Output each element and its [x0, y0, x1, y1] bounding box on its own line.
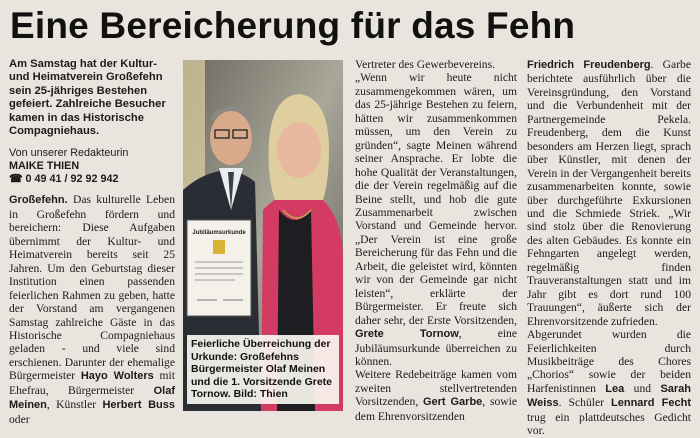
col2-para-3 [355, 368, 517, 423]
byline [9, 147, 175, 173]
column-1 [9, 58, 175, 426]
name-friedrich-freudenberg: Friedrich Freudenberg [527, 59, 651, 71]
article-photo [183, 60, 343, 411]
author-name: MAIKE THIEN [9, 160, 80, 173]
certificate-title: Jubiläumsurkunde [192, 230, 246, 236]
col3-para-2 [527, 328, 691, 438]
col2-text-2: „Wenn wir heute nicht zusammengekommen wären, um das 25-jährige Bestehen zu feiern, hätten wir zusammenkommen müssen, um den Verein zu gründen“, sagte Meinen während seiner Ansprache. Er lobte die hohe Qualität der Veranstaltungen, die der Verein regelmäßig auf die Beine stellt, und hob die gute Zusammenarbeit zwischen Vorstand und Gemeinde hervor. „Der Verein ist eine große Bereicherung für das Fehn und die Arbeit, die geleistet wird, könnten wir von der Gemeinde gar nicht leisten“, erklärte der Bürgermeister. Er freute sich daher sehr, der Erste Vorsitzenden, [355, 71, 517, 327]
dateline: Großefehn. [9, 194, 68, 207]
photo-credit: Bild: Thien [233, 388, 288, 401]
name-gert-garbe: Gert Garbe [422, 396, 483, 409]
col3-text-2: Abgerundet wurden die Feierlichkeiten durch Musikbeiträge des Chores „Chorios“ sowie der beiden Harfenistinnen [527, 328, 691, 395]
name-hayo-wolters: Hayo Wolters [80, 370, 154, 383]
col1-text: Das kulturelle Leben in Großefehn fördern und bereichern: Diese Aufgaben übernimmt der Kultur- und Heimatverein bereits seit 25 Jahren. Um den Geburtstag dieser Institution einen passenden feierlichen Rahmen zu geben, hatte der Vorstand am vergangenen Samstag zahlreiche Gäste in das Historische Compagniehaus geladen - und viele sind erschienen. Darunter der ehemalige Bürgermeister [9, 193, 175, 383]
col3-text-1: . Garbe berichtete ausführlich über die Vereinsgründung, den Vorstand und die Verbundenheit mit der Partnergemeinde Pekela. Freudenberg, dem die Kunst besonders am Herzen liegt, sprach über Künstler, mit denen der Verein in der Vergangenheit bereits zusammenarbeiten konnte, sowie über durchgeführte Exkursionen und die Schmiede Striek. „Wir sind stolz über die Renovierung des alten Gebäudes. Es konnte ein Fehngarten angelegt werden, regelmäßig finden Trauveranstaltungen statt und im Jahr gibt es dort rund 100 Trauungen“, äußerte sich der Ehrenvorsitzende zufrieden. [527, 58, 692, 328]
name-herbert-buss: Herbert Buss [102, 399, 176, 412]
name-sarah-weiss: Sarah Weiss [527, 382, 692, 410]
headline: Eine Bereicherung für das Fehn [10, 5, 576, 46]
col1-text-4: oder [9, 412, 30, 426]
col2-text-2b: , eine Jubiläumsurkunde überreichen zu können. [355, 327, 517, 368]
name-lennard-fecht: Lennard Fecht [611, 397, 691, 410]
phone-number: ☎ 0 49 41 / 92 92 942 [9, 173, 119, 186]
col2-text-3b: , sowie dem Ehrenvorsitzenden [355, 395, 517, 423]
lead-paragraph: Am Samstag hat der Kultur- und Heimatverein Großefehn sein 25-jähriges Bestehen gefeiert. Zahlreiche Besucher kamen in das Historische Compagniehaus. [9, 58, 166, 138]
col3-text-2c: . Schüler [558, 396, 612, 410]
col3-text-2b: und [624, 381, 661, 395]
col3-para-1 [527, 58, 691, 328]
byline-prefix: Von unserer Redakteurin [9, 147, 129, 160]
col2-text-3: Weitere Redebeiträge kamen vom zweiten stellvertretenden Vorsitzenden, [355, 368, 517, 409]
column-2 [355, 58, 517, 423]
col2-para-2 [355, 71, 517, 368]
column-3 [527, 58, 691, 438]
name-olaf-meinen: Olaf Meinen [9, 384, 175, 412]
col3-text-2d: trug ein plattdeutsches Gedicht vor. [527, 410, 691, 438]
name-lea: Lea [605, 382, 625, 395]
col2-para-1: Vertreter des Gewerbevereins. [355, 58, 496, 71]
name-grete-tornow: Grete Tornow [355, 328, 459, 341]
col1-text-2: mit Ehefrau, Bürgermeister [9, 369, 175, 397]
col1-body [9, 193, 175, 426]
photo-caption [187, 335, 339, 404]
caption-text: Feierliche Überreichung der Urkunde: Großefehns Bürgermeister Olaf Meinen und die 1. Vorsitzende Grete Tornow. [191, 338, 333, 401]
col1-text-3: , Künstler [46, 398, 103, 412]
